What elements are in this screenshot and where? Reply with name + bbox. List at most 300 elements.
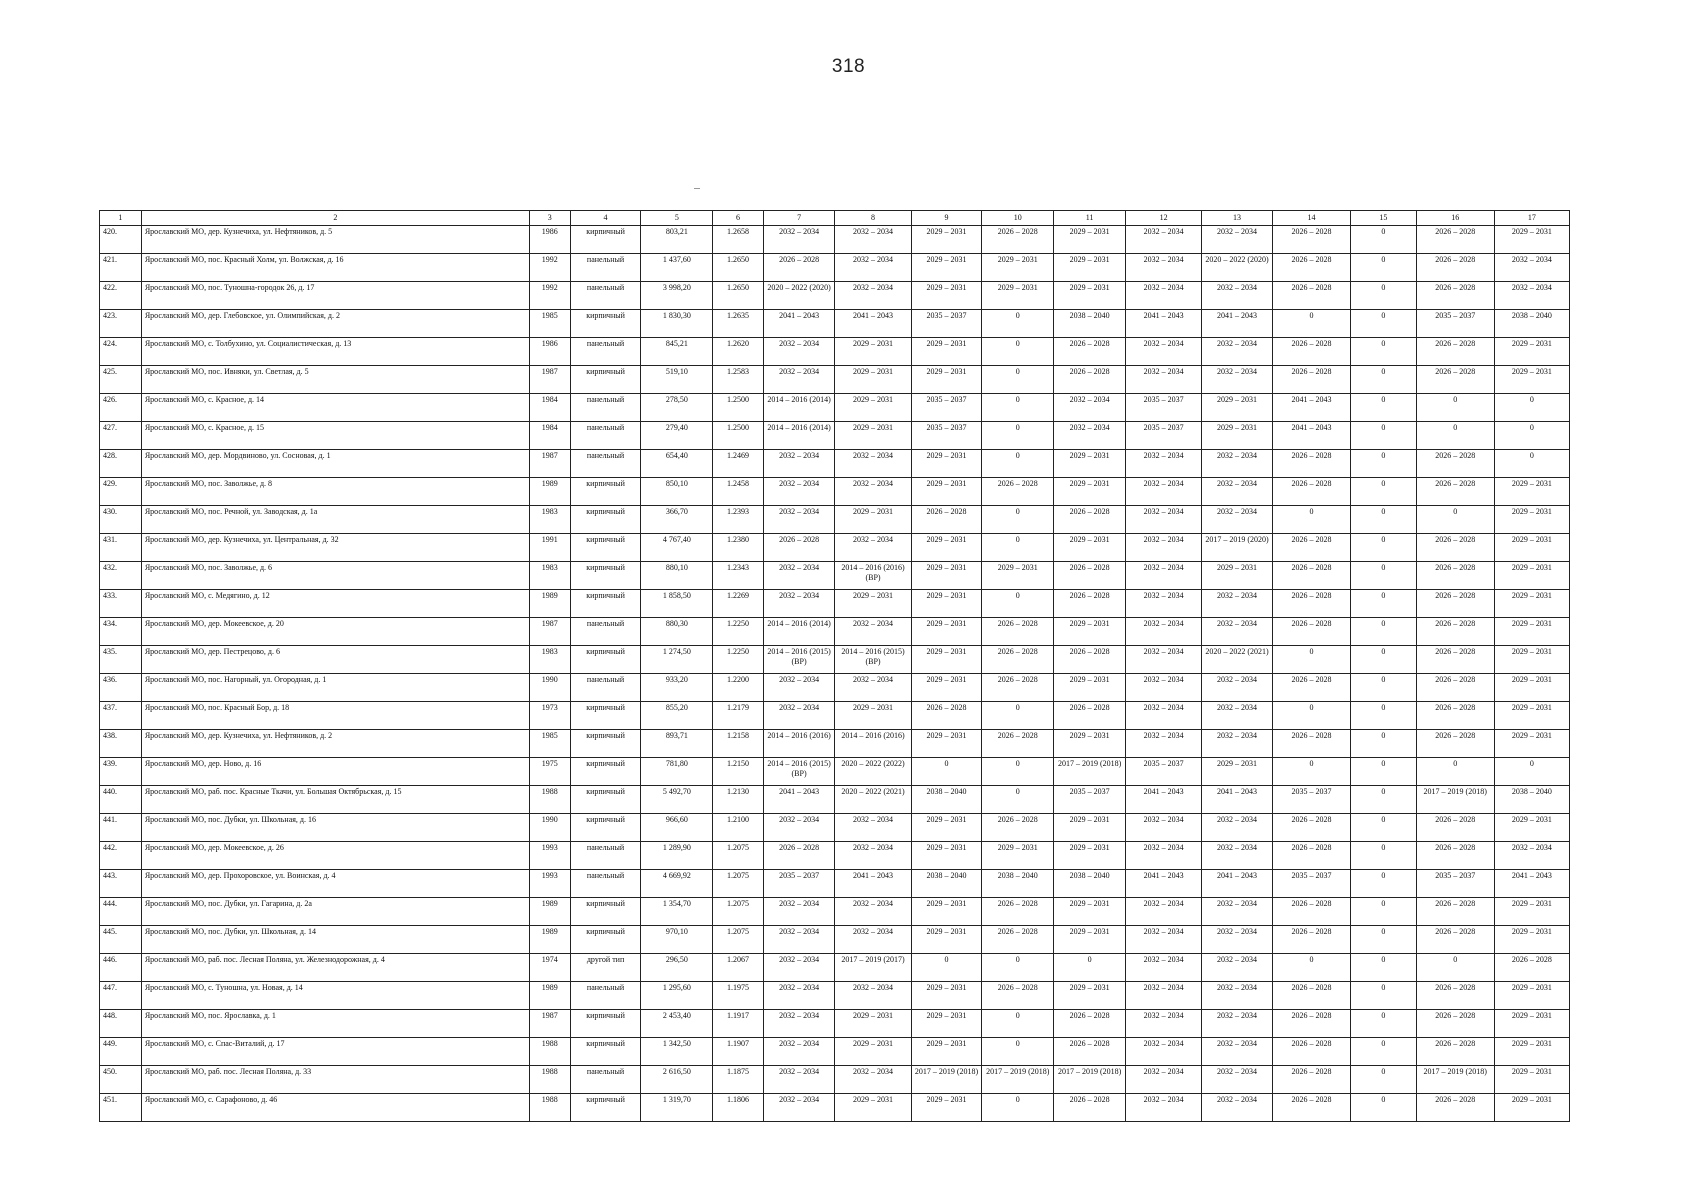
- table-cell: 2026 – 2028: [1272, 982, 1350, 1010]
- table-cell: 2026 – 2028: [1054, 646, 1126, 674]
- row-number-cell: 421.: [100, 254, 142, 282]
- table-cell: 0: [1494, 450, 1569, 478]
- table-row: [100, 254, 1570, 282]
- table-cell: другой тип: [570, 954, 641, 982]
- table-cell: 2038 – 2040: [1054, 310, 1126, 338]
- table-cell: 2032 – 2034: [1202, 926, 1273, 954]
- table-cell: 1992: [529, 282, 570, 310]
- table-cell: 2026 – 2028: [1416, 730, 1494, 758]
- table-cell: 1988: [529, 1066, 570, 1094]
- table-cell: 2017 – 2019 (2018): [982, 1066, 1054, 1094]
- table-cell: 2029 – 2031: [835, 590, 911, 618]
- table-cell: 2041 – 2043: [1202, 310, 1273, 338]
- table-cell: 2014 – 2016 (2015) (ВР): [763, 646, 835, 674]
- table-cell: 2026 – 2028: [982, 982, 1054, 1010]
- table-cell: 1.2343: [713, 562, 763, 590]
- table-cell: 1.2067: [713, 954, 763, 982]
- row-number-cell: 424.: [100, 338, 142, 366]
- table-cell: 2026 – 2028: [1272, 338, 1350, 366]
- table-cell: 2029 – 2031: [835, 1010, 911, 1038]
- table-cell: 2026 – 2028: [1272, 1038, 1350, 1066]
- table-cell: 2026 – 2028: [1272, 226, 1350, 254]
- table-cell: 2029 – 2031: [1054, 450, 1126, 478]
- table-row: [100, 590, 1570, 618]
- table-cell: 0: [1351, 534, 1416, 562]
- table-cell: 1989: [529, 898, 570, 926]
- table-cell: 2035 – 2037: [1272, 786, 1350, 814]
- table-cell: 2032 – 2034: [763, 1010, 835, 1038]
- table-cell: 933,20: [641, 674, 713, 702]
- table-cell: 2032 – 2034: [835, 478, 911, 506]
- table-cell: 1 295,60: [641, 982, 713, 1010]
- table-cell: 0: [1351, 422, 1416, 450]
- table-cell: 0: [1351, 506, 1416, 534]
- row-number-cell: 448.: [100, 1010, 142, 1038]
- table-cell: 2032 – 2034: [835, 982, 911, 1010]
- table-cell: 1993: [529, 870, 570, 898]
- table-cell: кирпичный: [570, 534, 641, 562]
- table-cell: 2029 – 2031: [911, 1094, 982, 1122]
- table-cell: 2029 – 2031: [1054, 478, 1126, 506]
- table-cell: 1986: [529, 226, 570, 254]
- table-cell: 2032 – 2034: [1126, 842, 1202, 870]
- address-cell: Ярославский МО, раб. пос. Лесная Поляна, ул. Железнодорожная, д. 4: [141, 954, 529, 982]
- table-cell: 296,50: [641, 954, 713, 982]
- table-cell: 2041 – 2043: [1494, 870, 1569, 898]
- table-cell: 2035 – 2037: [1126, 758, 1202, 786]
- table-cell: 2032 – 2034: [1126, 1038, 1202, 1066]
- table-cell: 2026 – 2028: [1272, 254, 1350, 282]
- table-cell: 2026 – 2028: [1272, 478, 1350, 506]
- table-cell: 2014 – 2016 (2016): [763, 730, 835, 758]
- table-cell: 2032 – 2034: [763, 1038, 835, 1066]
- housing-registry-table: [99, 210, 1570, 1122]
- table-cell: 1985: [529, 730, 570, 758]
- address-cell: Ярославский МО, дер. Ново, д. 16: [141, 758, 529, 786]
- table-cell: 855,20: [641, 702, 713, 730]
- column-number-cell: 9: [911, 211, 982, 226]
- table-cell: 2032 – 2034: [763, 562, 835, 590]
- address-cell: Ярославский МО, дер. Прохоровское, ул. Воинская, д. 4: [141, 870, 529, 898]
- table-cell: 1983: [529, 562, 570, 590]
- table-cell: 2032 – 2034: [835, 842, 911, 870]
- table-row: [100, 1038, 1570, 1066]
- address-cell: Ярославский МО, с. Красное, д. 14: [141, 394, 529, 422]
- table-cell: 0: [1351, 646, 1416, 674]
- table-cell: 1974: [529, 954, 570, 982]
- table-cell: 0: [1351, 786, 1416, 814]
- table-cell: 850,10: [641, 478, 713, 506]
- address-cell: Ярославский МО, пос. Речной, ул. Заводская, д. 1а: [141, 506, 529, 534]
- table-cell: 4 669,92: [641, 870, 713, 898]
- row-number-cell: 446.: [100, 954, 142, 982]
- table-row: [100, 814, 1570, 842]
- table-cell: 2017 – 2019 (2018): [1054, 758, 1126, 786]
- table-cell: 1987: [529, 366, 570, 394]
- table-cell: 2029 – 2031: [1054, 534, 1126, 562]
- table-cell: 1.1975: [713, 982, 763, 1010]
- table-cell: 0: [1272, 506, 1350, 534]
- table-cell: 2029 – 2031: [1494, 478, 1569, 506]
- table-cell: 1.2635: [713, 310, 763, 338]
- table-cell: 1983: [529, 646, 570, 674]
- table-row: [100, 702, 1570, 730]
- table-cell: 2032 – 2034: [1126, 450, 1202, 478]
- table-cell: кирпичный: [570, 310, 641, 338]
- table-row: [100, 982, 1570, 1010]
- table-cell: 1.2620: [713, 338, 763, 366]
- table-cell: 2032 – 2034: [1202, 450, 1273, 478]
- table-cell: 2032 – 2034: [1202, 590, 1273, 618]
- table-cell: 2032 – 2034: [835, 282, 911, 310]
- table-cell: 2032 – 2034: [835, 618, 911, 646]
- table-cell: 0: [982, 450, 1054, 478]
- table-cell: 2026 – 2028: [1272, 366, 1350, 394]
- table-cell: 2029 – 2031: [911, 534, 982, 562]
- table-row: [100, 674, 1570, 702]
- address-cell: Ярославский МО, пос. Нагорный, ул. Огородная, д. 1: [141, 674, 529, 702]
- table-row: [100, 422, 1570, 450]
- table-cell: 2032 – 2034: [1126, 674, 1202, 702]
- table-cell: 2032 – 2034: [763, 366, 835, 394]
- table-cell: 2032 – 2034: [763, 590, 835, 618]
- table-cell: 1993: [529, 842, 570, 870]
- column-number-cell: 7: [763, 211, 835, 226]
- table-cell: 2032 – 2034: [1126, 1010, 1202, 1038]
- table-cell: 1.2380: [713, 534, 763, 562]
- table-cell: 2032 – 2034: [835, 1066, 911, 1094]
- table-cell: 2032 – 2034: [835, 254, 911, 282]
- table-cell: 1985: [529, 310, 570, 338]
- column-number-cell: 8: [835, 211, 911, 226]
- page-number: 318: [831, 56, 866, 77]
- table-cell: 2029 – 2031: [1494, 226, 1569, 254]
- table-cell: 2026 – 2028: [763, 254, 835, 282]
- table-cell: 2032 – 2034: [1126, 282, 1202, 310]
- table-cell: 2026 – 2028: [1272, 1066, 1350, 1094]
- table-cell: 2029 – 2031: [1494, 534, 1569, 562]
- table-row: [100, 1094, 1570, 1122]
- table-cell: 2026 – 2028: [763, 534, 835, 562]
- table-cell: 2035 – 2037: [1126, 394, 1202, 422]
- table-row: [100, 534, 1570, 562]
- table-cell: 2029 – 2031: [1054, 730, 1126, 758]
- table-cell: 1990: [529, 674, 570, 702]
- table-cell: 2029 – 2031: [911, 450, 982, 478]
- table-cell: 2032 – 2034: [1126, 590, 1202, 618]
- table-cell: 2032 – 2034: [1202, 366, 1273, 394]
- table-cell: 0: [982, 394, 1054, 422]
- address-cell: Ярославский МО, дер. Кузнечиха, ул. Нефтяников, д. 2: [141, 730, 529, 758]
- table-cell: 1.2075: [713, 926, 763, 954]
- table-cell: кирпичный: [570, 646, 641, 674]
- table-cell: 2029 – 2031: [911, 1038, 982, 1066]
- table-cell: 2014 – 2016 (2015) (ВР): [835, 646, 911, 674]
- table-cell: 0: [982, 786, 1054, 814]
- table-cell: 2026 – 2028: [1416, 450, 1494, 478]
- table-cell: 0: [1351, 338, 1416, 366]
- table-cell: 2029 – 2031: [1494, 646, 1569, 674]
- address-cell: Ярославский МО, дер. Мокеевское, д. 20: [141, 618, 529, 646]
- row-number-cell: 450.: [100, 1066, 142, 1094]
- table-cell: 2026 – 2028: [1494, 954, 1569, 982]
- table-cell: 2026 – 2028: [1054, 590, 1126, 618]
- table-cell: 2029 – 2031: [1054, 618, 1126, 646]
- table-cell: 2029 – 2031: [1054, 898, 1126, 926]
- table-cell: 2032 – 2034: [763, 814, 835, 842]
- table-cell: 2029 – 2031: [835, 1094, 911, 1122]
- row-number-cell: 441.: [100, 814, 142, 842]
- column-number-cell: 14: [1272, 211, 1350, 226]
- table-cell: 2032 – 2034: [1126, 534, 1202, 562]
- address-cell: Ярославский МО, пос. Красный Холм, ул. Волжская, д. 16: [141, 254, 529, 282]
- table-cell: 2026 – 2028: [1054, 1094, 1126, 1122]
- table-cell: кирпичный: [570, 506, 641, 534]
- table-cell: 2029 – 2031: [911, 226, 982, 254]
- table-cell: 2029 – 2031: [982, 842, 1054, 870]
- row-number-cell: 430.: [100, 506, 142, 534]
- table-cell: 2026 – 2028: [1416, 282, 1494, 310]
- table-cell: панельный: [570, 422, 641, 450]
- table-cell: 2029 – 2031: [1494, 1010, 1569, 1038]
- table-cell: 2029 – 2031: [1054, 674, 1126, 702]
- address-cell: Ярославский МО, пос. Дубки, ул. Гагарина, д. 2а: [141, 898, 529, 926]
- table-cell: панельный: [570, 1066, 641, 1094]
- table-cell: 2041 – 2043: [835, 870, 911, 898]
- table-cell: 2035 – 2037: [1272, 870, 1350, 898]
- table-cell: 2026 – 2028: [911, 506, 982, 534]
- table-cell: 1.2458: [713, 478, 763, 506]
- table-cell: 2032 – 2034: [835, 814, 911, 842]
- table-cell: 2032 – 2034: [763, 338, 835, 366]
- table-cell: 1991: [529, 534, 570, 562]
- table-cell: 1.2179: [713, 702, 763, 730]
- table-cell: 2026 – 2028: [1416, 478, 1494, 506]
- table-cell: панельный: [570, 394, 641, 422]
- table-cell: 2026 – 2028: [1272, 842, 1350, 870]
- table-cell: 1.2500: [713, 422, 763, 450]
- table-cell: 1.2269: [713, 590, 763, 618]
- table-cell: 2029 – 2031: [1494, 1094, 1569, 1122]
- table-cell: 0: [1416, 758, 1494, 786]
- table-cell: кирпичный: [570, 898, 641, 926]
- table-cell: 2035 – 2037: [1054, 786, 1126, 814]
- table-cell: 2017 – 2019 (2020): [1202, 534, 1273, 562]
- table-cell: кирпичный: [570, 1010, 641, 1038]
- table-cell: кирпичный: [570, 478, 641, 506]
- row-number-cell: 437.: [100, 702, 142, 730]
- table-cell: 2032 – 2034: [763, 674, 835, 702]
- table-cell: 2029 – 2031: [1494, 338, 1569, 366]
- address-cell: Ярославский МО, с. Сарафоново, д. 46: [141, 1094, 529, 1122]
- table-cell: 2041 – 2043: [763, 310, 835, 338]
- table-cell: 2026 – 2028: [911, 702, 982, 730]
- table-cell: кирпичный: [570, 562, 641, 590]
- table-cell: 2026 – 2028: [1416, 1010, 1494, 1038]
- table-cell: 2032 – 2034: [763, 898, 835, 926]
- table-cell: 0: [1351, 1094, 1416, 1122]
- table-cell: 0: [1351, 562, 1416, 590]
- address-cell: Ярославский МО, с. Красное, д. 15: [141, 422, 529, 450]
- table-cell: 2032 – 2034: [1126, 254, 1202, 282]
- table-cell: 1990: [529, 814, 570, 842]
- table-cell: 2032 – 2034: [1202, 282, 1273, 310]
- table-cell: 1 830,30: [641, 310, 713, 338]
- table-cell: 2029 – 2031: [911, 1010, 982, 1038]
- table-cell: 1.2650: [713, 282, 763, 310]
- table-cell: 2029 – 2031: [911, 590, 982, 618]
- table-cell: кирпичный: [570, 730, 641, 758]
- table-row: [100, 926, 1570, 954]
- table-cell: 2026 – 2028: [1416, 926, 1494, 954]
- row-number-cell: 432.: [100, 562, 142, 590]
- table-cell: 2032 – 2034: [1126, 226, 1202, 254]
- table-cell: 2029 – 2031: [911, 646, 982, 674]
- table-cell: 2035 – 2037: [911, 394, 982, 422]
- table-cell: 5 492,70: [641, 786, 713, 814]
- table-cell: 2026 – 2028: [1416, 702, 1494, 730]
- table-cell: 2029 – 2031: [911, 982, 982, 1010]
- table-cell: 2032 – 2034: [1202, 898, 1273, 926]
- row-number-cell: 429.: [100, 478, 142, 506]
- table-cell: 2035 – 2037: [1416, 870, 1494, 898]
- table-cell: 1.2650: [713, 254, 763, 282]
- table-cell: 0: [1351, 1010, 1416, 1038]
- table-cell: 2026 – 2028: [1272, 1010, 1350, 1038]
- row-number-cell: 434.: [100, 618, 142, 646]
- table-cell: 1975: [529, 758, 570, 786]
- table-cell: 2026 – 2028: [1272, 898, 1350, 926]
- table-cell: 2029 – 2031: [1202, 562, 1273, 590]
- table-cell: 2032 – 2034: [1202, 1010, 1273, 1038]
- table-cell: 2026 – 2028: [1272, 1094, 1350, 1122]
- table-cell: 2041 – 2043: [1126, 870, 1202, 898]
- table-cell: 1.2200: [713, 674, 763, 702]
- table-cell: 2032 – 2034: [1054, 422, 1126, 450]
- table-row: [100, 366, 1570, 394]
- table-cell: 2032 – 2034: [763, 1094, 835, 1122]
- table-cell: 1992: [529, 254, 570, 282]
- table-row: [100, 1010, 1570, 1038]
- table-cell: 0: [1351, 730, 1416, 758]
- table-cell: 1.2158: [713, 730, 763, 758]
- table-cell: 2032 – 2034: [1126, 730, 1202, 758]
- address-cell: Ярославский МО, пос. Заволжье, д. 8: [141, 478, 529, 506]
- table-cell: 2029 – 2031: [911, 478, 982, 506]
- table-cell: 2029 – 2031: [911, 366, 982, 394]
- table-cell: 2014 – 2016 (2014): [763, 422, 835, 450]
- table-cell: панельный: [570, 338, 641, 366]
- table-cell: 1987: [529, 450, 570, 478]
- table-cell: 1.2250: [713, 618, 763, 646]
- table-cell: 0: [1351, 394, 1416, 422]
- table-cell: 279,40: [641, 422, 713, 450]
- table-cell: 2032 – 2034: [1126, 814, 1202, 842]
- column-number-cell: 16: [1416, 211, 1494, 226]
- table-row: [100, 478, 1570, 506]
- table-cell: 2020 – 2022 (2022): [835, 758, 911, 786]
- table-cell: 1.1875: [713, 1066, 763, 1094]
- row-number-cell: 435.: [100, 646, 142, 674]
- table-row: [100, 730, 1570, 758]
- table-cell: 2029 – 2031: [835, 1038, 911, 1066]
- table-cell: 2029 – 2031: [1054, 226, 1126, 254]
- table-cell: 2032 – 2034: [1126, 338, 1202, 366]
- table-cell: 0: [982, 366, 1054, 394]
- table-cell: 2032 – 2034: [1202, 338, 1273, 366]
- table-cell: 0: [1351, 842, 1416, 870]
- table-cell: 4 767,40: [641, 534, 713, 562]
- table-cell: 2026 – 2028: [1416, 366, 1494, 394]
- table-cell: 2026 – 2028: [1272, 926, 1350, 954]
- table-cell: 2032 – 2034: [835, 450, 911, 478]
- table-cell: 2029 – 2031: [911, 338, 982, 366]
- table-cell: 0: [1351, 814, 1416, 842]
- table-cell: 2032 – 2034: [1202, 982, 1273, 1010]
- table-cell: кирпичный: [570, 1094, 641, 1122]
- row-number-cell: 423.: [100, 310, 142, 338]
- table-cell: 2032 – 2034: [1202, 506, 1273, 534]
- address-cell: Ярославский МО, пос. Дубки, ул. Школьная, д. 16: [141, 814, 529, 842]
- table-cell: 2032 – 2034: [1202, 1094, 1273, 1122]
- row-number-cell: 426.: [100, 394, 142, 422]
- table-cell: 2032 – 2034: [1054, 394, 1126, 422]
- table-cell: 2041 – 2043: [1126, 786, 1202, 814]
- column-number-cell: 15: [1351, 211, 1416, 226]
- table-row: [100, 394, 1570, 422]
- table-cell: 2041 – 2043: [835, 310, 911, 338]
- table-cell: 1 319,70: [641, 1094, 713, 1122]
- table-cell: 1.2393: [713, 506, 763, 534]
- table-cell: 2014 – 2016 (2016): [835, 730, 911, 758]
- table-cell: 2029 – 2031: [911, 730, 982, 758]
- table-cell: панельный: [570, 618, 641, 646]
- table-cell: 2029 – 2031: [1054, 814, 1126, 842]
- table-cell: 0: [982, 506, 1054, 534]
- table-cell: 2032 – 2034: [1202, 702, 1273, 730]
- table-cell: 2032 – 2034: [1126, 646, 1202, 674]
- table-cell: 2029 – 2031: [911, 254, 982, 282]
- table-cell: 1.2658: [713, 226, 763, 254]
- table-cell: 2026 – 2028: [1416, 814, 1494, 842]
- row-number-cell: 444.: [100, 898, 142, 926]
- row-number-cell: 442.: [100, 842, 142, 870]
- row-number-cell: 447.: [100, 982, 142, 1010]
- table-cell: 2026 – 2028: [1054, 702, 1126, 730]
- column-number-cell: 1: [100, 211, 142, 226]
- table-cell: 3 998,20: [641, 282, 713, 310]
- table-cell: 2041 – 2043: [763, 786, 835, 814]
- table-cell: кирпичный: [570, 1038, 641, 1066]
- table-row: [100, 338, 1570, 366]
- address-cell: Ярославский МО, дер. Мордвиново, ул. Сосновая, д. 1: [141, 450, 529, 478]
- table-cell: 1989: [529, 982, 570, 1010]
- table-cell: 2032 – 2034: [1202, 954, 1273, 982]
- table-cell: 2029 – 2031: [1494, 926, 1569, 954]
- address-cell: Ярославский МО, с. Туношна, ул. Новая, д. 14: [141, 982, 529, 1010]
- table-cell: 2032 – 2034: [1202, 1066, 1273, 1094]
- table-cell: 2026 – 2028: [1054, 366, 1126, 394]
- address-cell: Ярославский МО, раб. пос. Лесная Поляна, д. 33: [141, 1066, 529, 1094]
- table-cell: 2032 – 2034: [835, 534, 911, 562]
- table-cell: 2026 – 2028: [1054, 506, 1126, 534]
- row-number-cell: 422.: [100, 282, 142, 310]
- table-cell: 2029 – 2031: [911, 926, 982, 954]
- table-cell: 1 274,50: [641, 646, 713, 674]
- column-number-row: [100, 211, 1570, 226]
- table-cell: 2029 – 2031: [1202, 422, 1273, 450]
- column-number-cell: 2: [141, 211, 529, 226]
